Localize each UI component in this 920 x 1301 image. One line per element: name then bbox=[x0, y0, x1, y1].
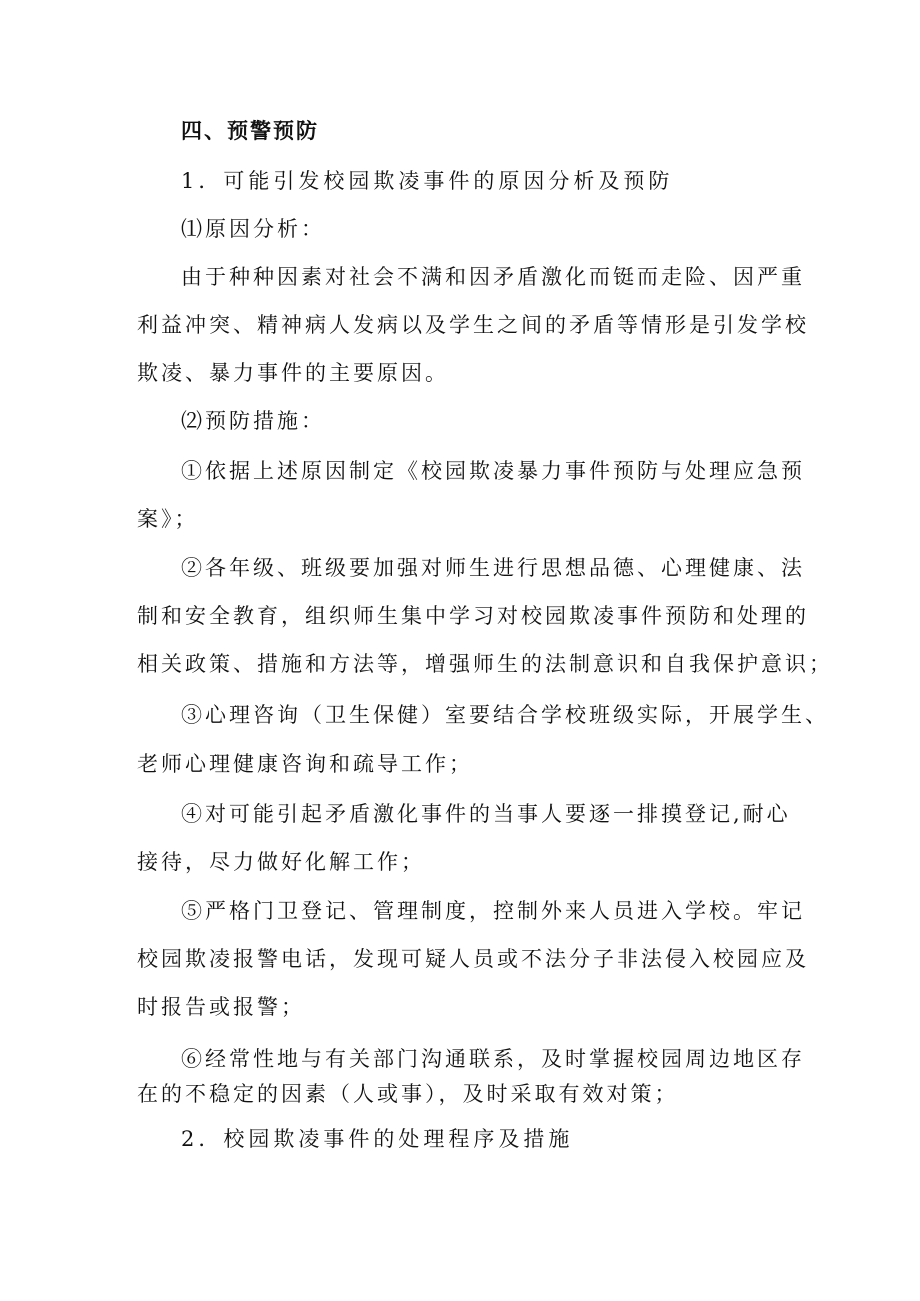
cause-label: ⑴原因分析： bbox=[181, 217, 325, 241]
measure6-line: ⑥经常性地与有关部门沟通联系，及时掌握校园周边地区存 bbox=[181, 1047, 805, 1071]
measure5-line: 时报告或报警； bbox=[137, 995, 305, 1019]
measure1-line: ①依据上述原因制定《校园欺凌暴力事件预防与处理应急预 bbox=[181, 459, 805, 483]
measure2-line: 制和安全教育，组织师生集中学习对校园欺凌事件预防和处理的 bbox=[137, 604, 809, 628]
measure5-line: 校园欺凌报警电话，发现可疑人员或不法分子非法侵入校园应及 bbox=[137, 947, 809, 971]
measure2-line: ②各年级、班级要加强对师生进行思想品德、心理健康、法 bbox=[181, 556, 805, 580]
section1-title: 1．可能引发校园欺凌事件的原因分析及预防 bbox=[181, 169, 674, 193]
prevention-label: ⑵预防措施： bbox=[181, 409, 325, 433]
cause-text-line: 利益冲突、精神病人发病以及学生之间的矛盾等情形是引发学校 bbox=[137, 313, 809, 337]
measure4-line: 接待，尽力做好化解工作； bbox=[137, 850, 425, 874]
measure4-line: ④对可能引起矛盾激化事件的当事人要逐一排摸登记,耐心 bbox=[181, 802, 791, 826]
measure3-line: 老师心理健康咨询和疏导工作； bbox=[137, 752, 473, 776]
measure3-line: ③心理咨询（卫生保健）室要结合学校班级实际，开展学生、 bbox=[181, 703, 829, 727]
cause-text-line: 欺凌、暴力事件的主要原因。 bbox=[137, 361, 449, 385]
measure1-line: 案》； bbox=[137, 507, 199, 531]
section2-title: 2．校园欺凌事件的处理程序及措施 bbox=[181, 1127, 574, 1151]
measure5-line: ⑤严格门卫登记、管理制度，控制外来人员进入学校。牢记 bbox=[181, 899, 805, 923]
measure6-line: 在的不稳定的因素（人或事），及时采取有效对策； bbox=[137, 1082, 679, 1106]
section-heading: 四、预警预防 bbox=[181, 119, 319, 143]
cause-text-line: 由于种种因素对社会不满和因矛盾激化而铤而走险、因严重 bbox=[181, 265, 805, 289]
measure2-line: 相关政策、措施和方法等，增强师生的法制意识和自我保护意识； bbox=[137, 652, 833, 676]
